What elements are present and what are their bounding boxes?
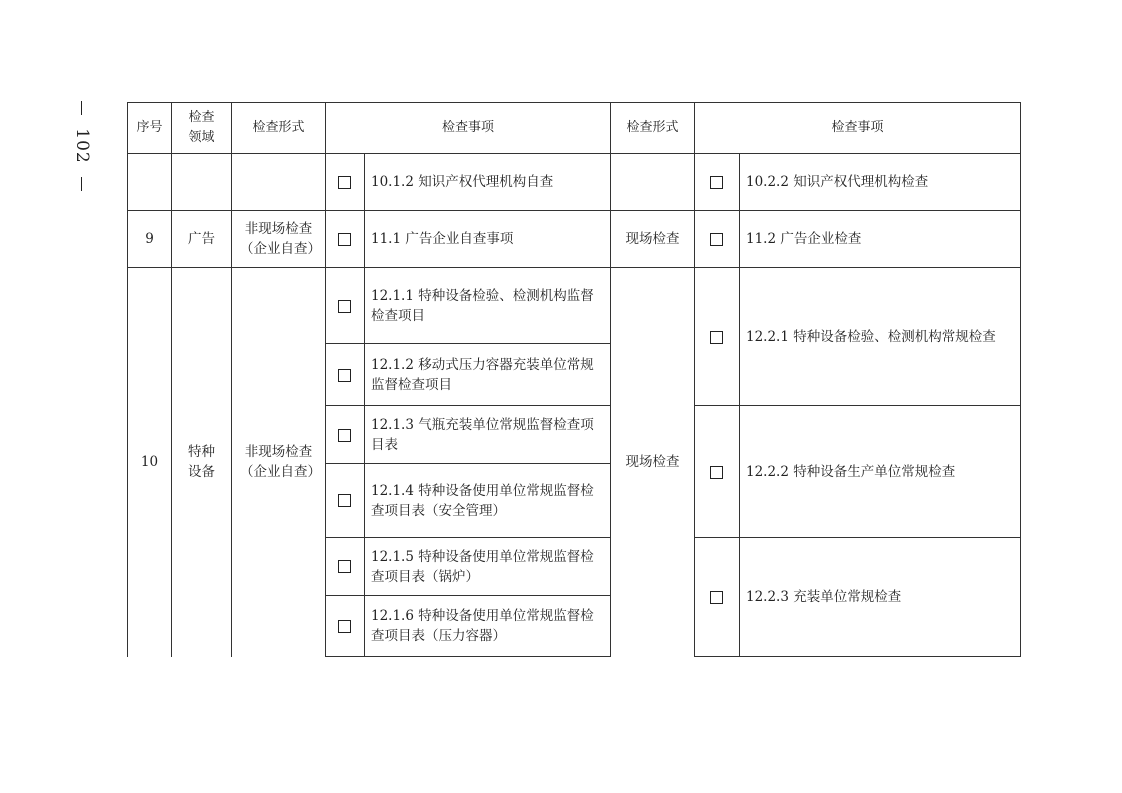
checkbox[interactable] <box>338 620 351 633</box>
header-form-right: 检查形式 <box>626 120 679 135</box>
checkbox[interactable] <box>338 494 351 507</box>
checkbox[interactable] <box>710 233 723 246</box>
header-items-left: 检查事项 <box>441 120 494 135</box>
item-left-12-1-6: 12.1.6 特种设备使用单位常规监督检查项目表（压力容器） <box>371 608 594 644</box>
checkbox[interactable] <box>710 176 723 189</box>
checkbox[interactable] <box>338 369 351 382</box>
checkbox[interactable] <box>710 331 723 344</box>
domain-advertising: 广告 <box>188 231 215 247</box>
header-form-left: 检查形式 <box>252 120 305 135</box>
checkbox[interactable] <box>338 560 351 573</box>
item-left-12-1-1: 12.1.1 特种设备检验、检测机构监督检查项目 <box>371 287 594 324</box>
seq-10: 10 <box>140 454 159 470</box>
checkbox[interactable] <box>338 429 351 442</box>
item-right-10-2-2: 10.2.2 知识产权代理机构检查 <box>746 174 929 190</box>
item-left-10-1-2: 10.1.2 知识产权代理机构自查 <box>371 174 554 190</box>
checkbox[interactable] <box>338 233 351 246</box>
item-right-12-2-3: 12.2.3 充装单位常规检查 <box>746 589 902 605</box>
header-items-right: 检查事项 <box>831 120 884 135</box>
header-domain: 检查领域 <box>188 110 215 145</box>
item-left-11-1: 11.1 广告企业自查事项 <box>371 231 514 247</box>
checkbox[interactable] <box>710 591 723 604</box>
form-right-onsite: 现场检查 <box>625 231 680 247</box>
item-left-12-1-5: 12.1.5 特种设备使用单位常规监督检查项目表（锅炉） <box>371 548 594 585</box>
form-left-offsite: 非现场检查（企业自查） <box>240 444 321 480</box>
item-left-12-1-4: 12.1.4 特种设备使用单位常规监督检查项目表（安全管理） <box>371 482 594 519</box>
item-left-12-1-3: 12.1.3 气瓶充装单位常规监督检查项目表 <box>371 416 594 453</box>
item-right-12-2-1: 12.2.1 特种设备检验、检测机构常规检查 <box>746 328 996 345</box>
domain-special-equipment: 特种设备 <box>188 444 215 480</box>
checkbox[interactable] <box>338 176 351 189</box>
header-seq: 序号 <box>136 120 163 135</box>
form-left-offsite: 非现场检查（企业自查） <box>240 221 321 257</box>
seq-9: 9 <box>145 231 154 247</box>
form-right-onsite: 现场检查 <box>625 454 680 470</box>
checkbox[interactable] <box>710 466 723 479</box>
item-right-11-2: 11.2 广告企业检查 <box>746 231 862 247</box>
checkbox[interactable] <box>338 300 351 313</box>
page-number-text: 102 <box>72 128 92 164</box>
item-left-12-1-2: 12.1.2 移动式压力容器充装单位常规监督检查项目 <box>371 356 594 393</box>
item-right-12-2-2: 12.2.2 特种设备生产单位常规检查 <box>746 463 956 480</box>
